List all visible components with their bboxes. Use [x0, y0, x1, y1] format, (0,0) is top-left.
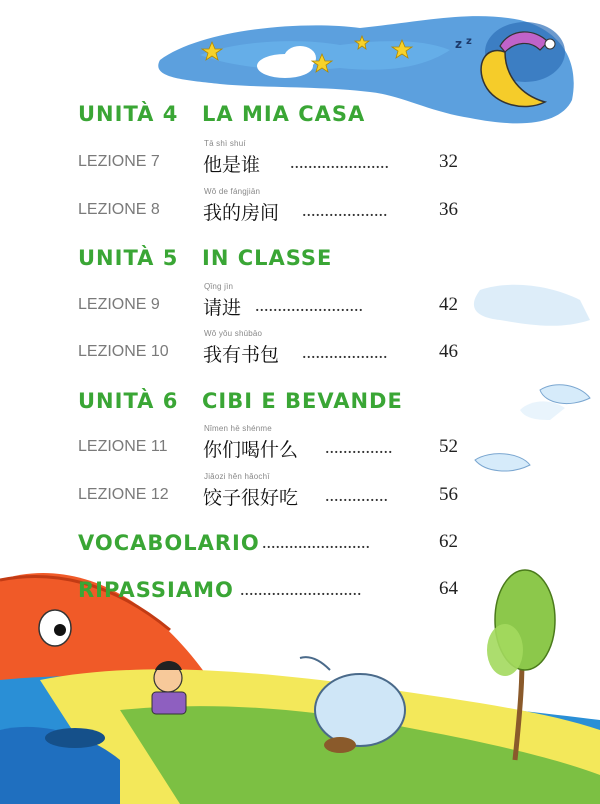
leader-dots: ................... [302, 200, 388, 220]
lesson-pinyin: Jiǎozi hěn hǎochī [204, 472, 270, 481]
page-number: 52 [439, 436, 458, 457]
lesson-hanzi: 我有书包 [203, 344, 280, 366]
unit-4-heading [78, 102, 365, 126]
leader-dots: ................... [302, 342, 388, 362]
svg-text:z: z [455, 37, 462, 51]
lesson-pinyin: Wǒ yǒu shūbāo [204, 329, 263, 338]
lesson-pinyin: Tā shì shuí [204, 139, 246, 148]
page-number: 32 [439, 151, 458, 172]
leader-dots: ........................ [255, 295, 363, 315]
leader-dots: ........................... [240, 579, 362, 599]
lesson-hanzi: 他是谁 [203, 154, 261, 176]
lesson-pinyin: Wǒ de fángjiān [204, 187, 261, 196]
lesson-pinyin: Nǐmen hē shénme [204, 424, 272, 433]
lesson-pinyin: Qǐng jìn [204, 282, 234, 291]
unit-6-heading [78, 389, 403, 413]
unit-title: LA MIA CASA [202, 102, 366, 126]
page-number: 46 [439, 341, 458, 362]
lesson-hanzi: 饺子很好吃 [203, 487, 299, 509]
lesson-label: LEZIONE 12 [78, 486, 169, 503]
page-number: 56 [439, 484, 458, 505]
leader-dots: ............... [325, 437, 393, 457]
unit-title: CIBI E BEVANDE [202, 389, 403, 413]
lesson-label: LEZIONE 7 [78, 153, 160, 170]
vocabolario-heading: VOCABOLARIO [78, 531, 260, 555]
page-number: 62 [439, 531, 458, 552]
leader-dots: ........................ [262, 532, 370, 552]
lesson-label: LEZIONE 8 [78, 201, 160, 218]
page-number: 42 [439, 294, 458, 315]
unit-title: IN CLASSE [202, 246, 333, 270]
ripassiamo-heading: RIPASSIAMO [78, 578, 234, 602]
lesson-label: LEZIONE 9 [78, 296, 160, 313]
page-number: 64 [439, 578, 458, 599]
unit-label: UNITÀ 6 [78, 389, 179, 413]
page-number: 36 [439, 199, 458, 220]
unit-label: UNITÀ 4 [78, 102, 179, 126]
lesson-label: LEZIONE 11 [78, 438, 168, 455]
leader-dots: .............. [325, 485, 388, 505]
lesson-hanzi: 请进 [203, 297, 242, 319]
svg-text:z: z [466, 36, 472, 47]
lesson-hanzi: 我的房间 [203, 202, 280, 224]
lesson-label: LEZIONE 10 [78, 343, 169, 360]
unit-label: UNITÀ 5 [78, 246, 179, 270]
unit-5-heading [78, 246, 332, 270]
leader-dots: ...................... [290, 152, 389, 172]
lesson-hanzi: 你们喝什么 [203, 439, 299, 461]
